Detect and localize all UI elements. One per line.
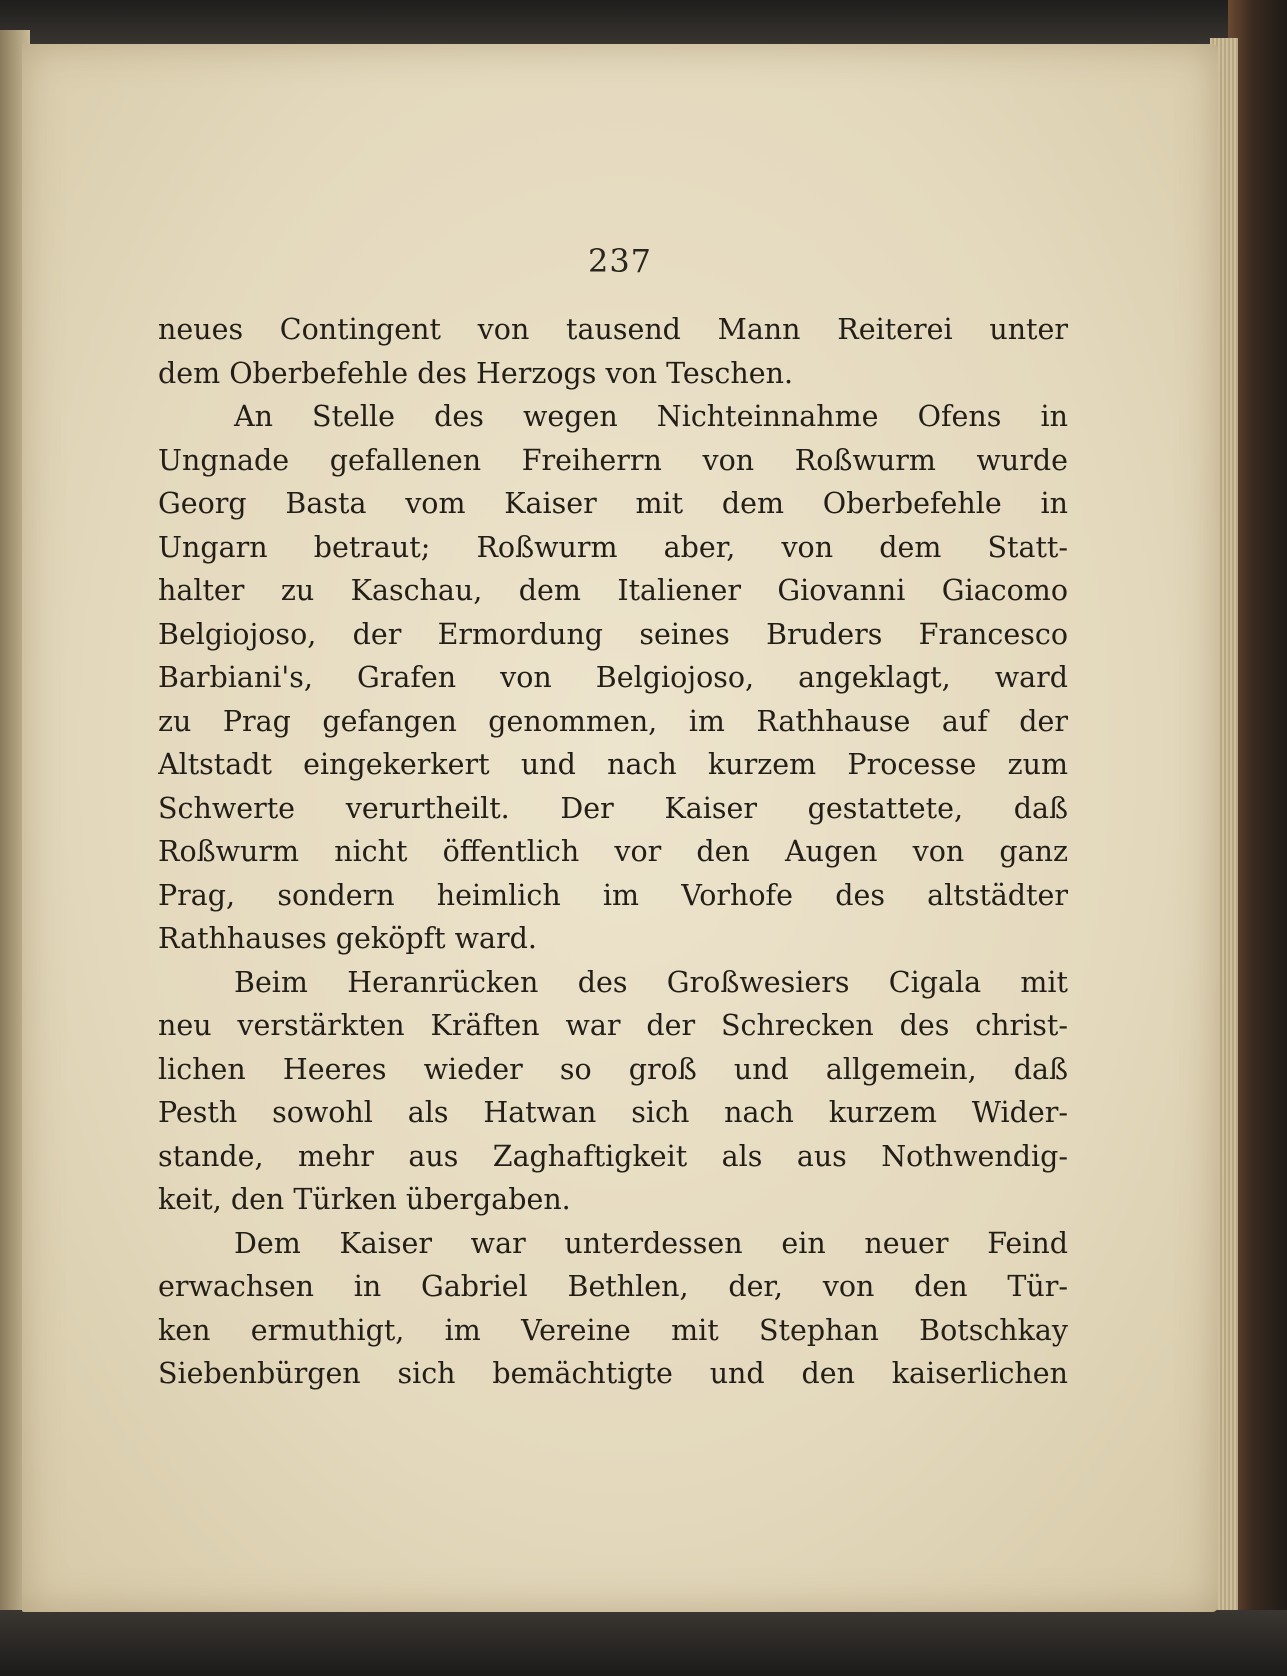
text-line: Barbiani's, Grafen von Belgiojoso, angeklagt, ward <box>158 661 1068 694</box>
text-line: neues Contingent von tausend Mann Reiterei unter <box>158 313 1068 346</box>
text-line: Georg Basta vom Kaiser mit dem Oberbefehle in <box>158 487 1068 520</box>
text-line: halter zu Kaschau, dem Italiener Giovanni Giacomo <box>158 574 1068 607</box>
text-line: ken ermuthigt, im Vereine mit Stephan Botschkay <box>158 1313 1068 1347</box>
text-line: Altstadt eingekerkert und nach kurzem Processe zum <box>158 748 1068 781</box>
text-line: Rathhauses geköpft ward. <box>158 922 537 955</box>
book-page <box>22 44 1218 1612</box>
text-line: Pesth sowohl als Hatwan sich nach kurzem Wider- <box>158 1096 1068 1129</box>
text-line: keit, den Türken übergaben. <box>158 1183 571 1216</box>
text-line: zu Prag gefangen genommen, im Rathhause auf der <box>158 704 1068 738</box>
text-line: Schwerte verurtheilt. Der Kaiser gestattete, daß <box>158 791 1068 825</box>
text-line: Dem Kaiser war unterdessen ein neuer Feind <box>234 1226 1068 1260</box>
text-line: erwachsen in Gabriel Bethlen, der, von den Tür- <box>158 1270 1068 1303</box>
text-line: An Stelle des wegen Nichteinnahme Ofens in <box>234 400 1068 433</box>
text-line: Belgiojoso, der Ermordung seines Bruders Francesco <box>158 617 1068 651</box>
text-line: Ungarn betraut; Roßwurm aber, von dem Statt- <box>158 530 1068 564</box>
text-line: lichen Heeres wieder so groß und allgemein, daß <box>158 1052 1068 1086</box>
body-text <box>158 308 1068 1396</box>
book-binding-bottom <box>0 1610 1287 1676</box>
text-line: stande, mehr aus Zaghaftigkeit als aus Nothwendig- <box>158 1139 1068 1173</box>
text-line: Ungnade gefallenen Freiherrn von Roßwurm wurde <box>158 443 1068 477</box>
page-number: 237 <box>587 242 653 280</box>
text-line: Beim Heranrücken des Großwesiers Cigala mit <box>234 965 1068 999</box>
text-line: Roßwurm nicht öffentlich vor den Augen von ganz <box>158 835 1068 868</box>
text-line: Siebenbürgen sich bemächtigte und den kaiserlichen <box>158 1357 1068 1390</box>
text-line: neu verstärkten Kräften war der Schrecken des christ- <box>158 1009 1068 1042</box>
book-binding-top <box>0 0 1287 48</box>
text-line: Prag, sondern heimlich im Vorhofe des altstädter <box>158 878 1068 912</box>
text-line: dem Oberbefehle des Herzogs von Teschen. <box>158 356 794 390</box>
